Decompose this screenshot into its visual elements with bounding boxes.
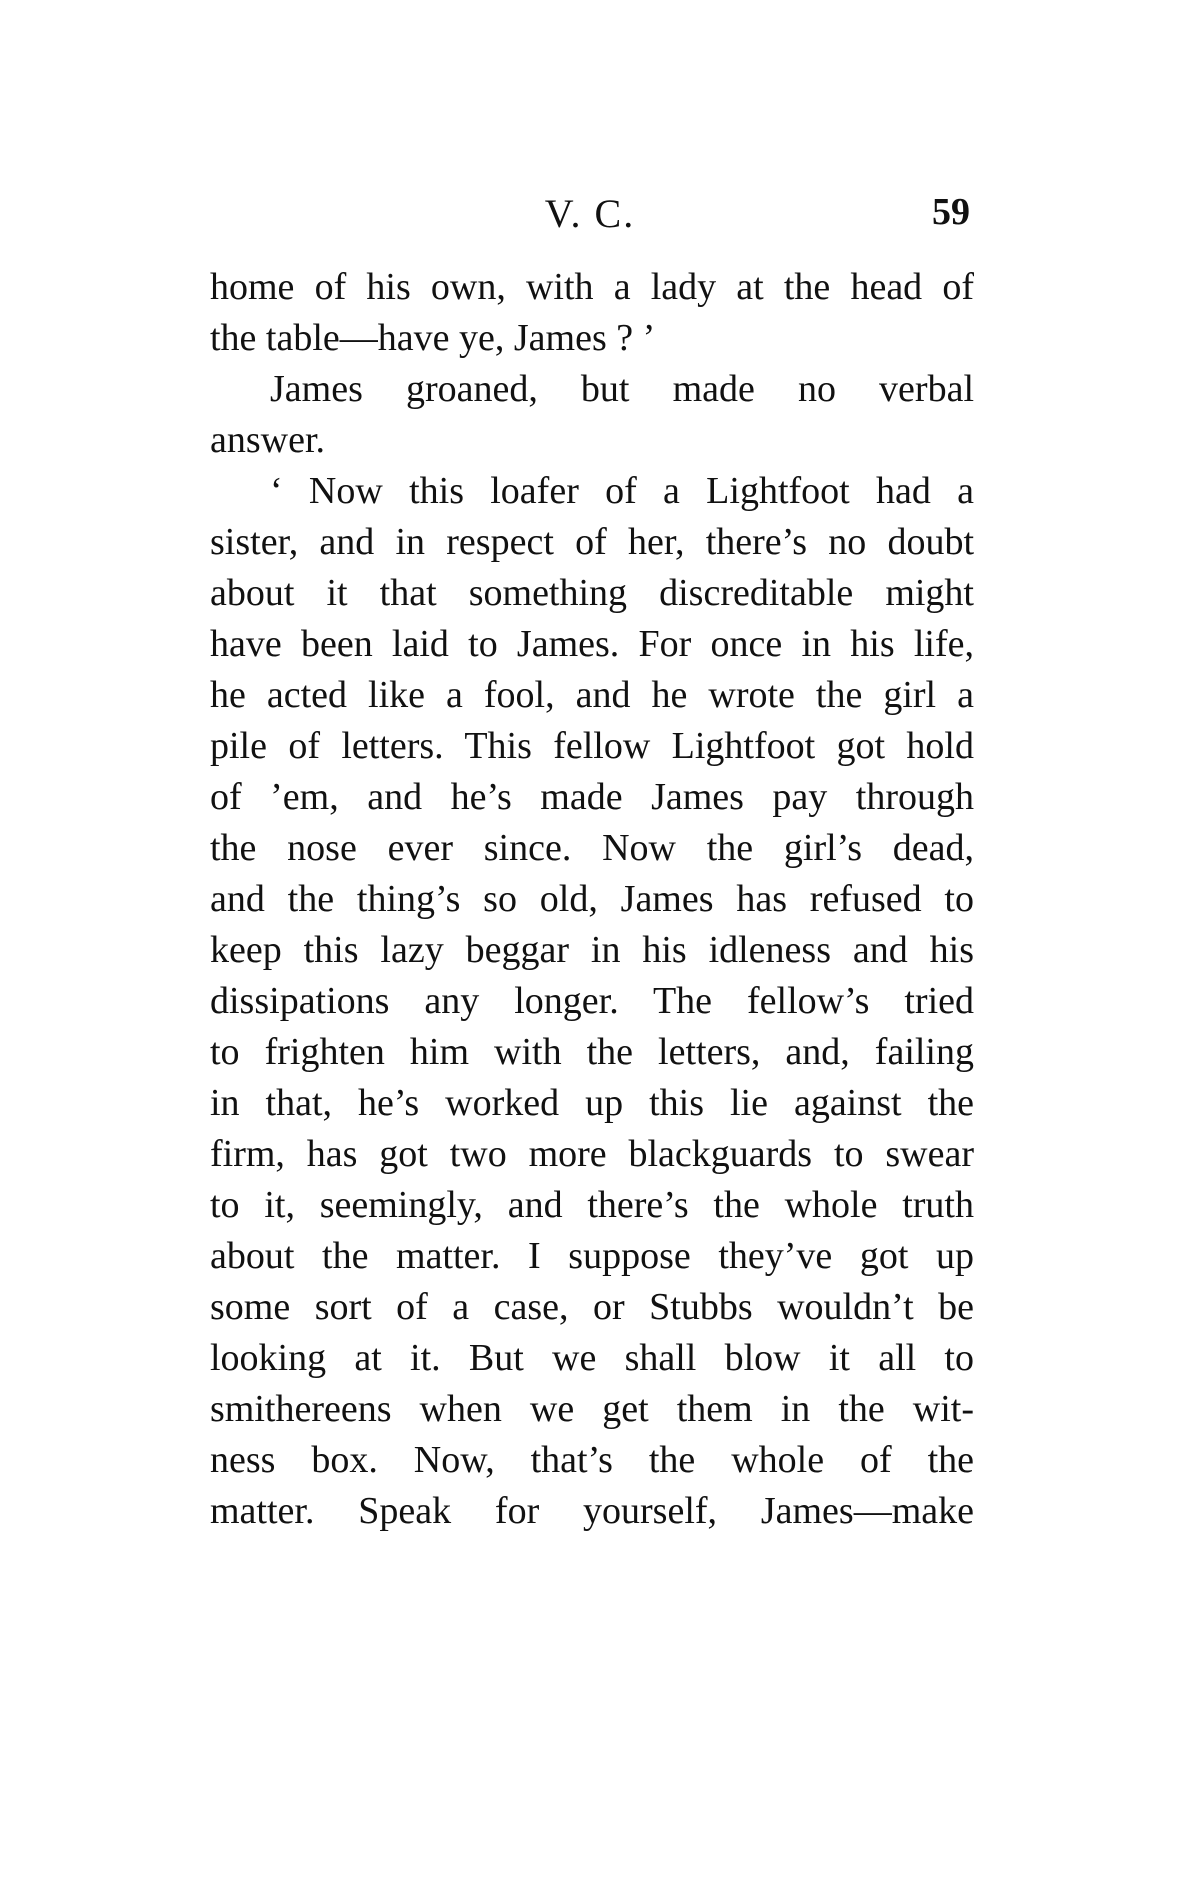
text-line: answer. [210,419,326,461]
text-line: in that, he’s worked up this lie against the [210,1082,974,1124]
text-line: to it, seemingly, and there’s the whole truth [210,1184,974,1226]
text-line: ness box. Now, that’s the whole of the [210,1439,974,1481]
text-line: smithereens when we get them in the wit- [210,1388,974,1430]
text-line: to frighten him with the letters, and, failing [210,1031,974,1073]
text-line: of ’em, and he’s made James pay through [210,776,974,818]
running-head [210,190,970,240]
text-line: matter. Speak for yourself, James—make [210,1490,974,1532]
text-line: keep this lazy beggar in his idleness and his [210,929,974,971]
text-line: home of his own, with a lady at the head of [210,266,974,308]
text-line: about the matter. I suppose they’ve got up [210,1235,974,1277]
text-line: dissipations any longer. The fellow’s tried [210,980,974,1022]
page-number: 59 [932,191,970,233]
body-text [210,262,974,1537]
text-line: sister, and in respect of her, there’s no doubt [210,521,974,563]
running-title: V. C. [544,191,636,236]
text-line: some sort of a case, or Stubbs wouldn’t be [210,1286,974,1328]
text-line: have been laid to James. For once in his life, [210,623,974,665]
text-line: James groaned, but made no verbal [270,368,974,410]
text-line: the table—have ye, James ? ’ [210,317,656,359]
text-line: he acted like a fool, and he wrote the girl a [210,674,974,716]
text-line: the nose ever since. Now the girl’s dead, [210,827,974,869]
text-line: firm, has got two more blackguards to swear [210,1133,974,1175]
text-line: ‘ Now this loafer of a Lightfoot had a [270,470,974,512]
text-line: about it that something discreditable might [210,572,974,614]
text-line: pile of letters. This fellow Lightfoot got hold [210,725,974,767]
text-line: looking at it. But we shall blow it all to [210,1337,974,1379]
text-line: and the thing’s so old, James has refused to [210,878,974,920]
